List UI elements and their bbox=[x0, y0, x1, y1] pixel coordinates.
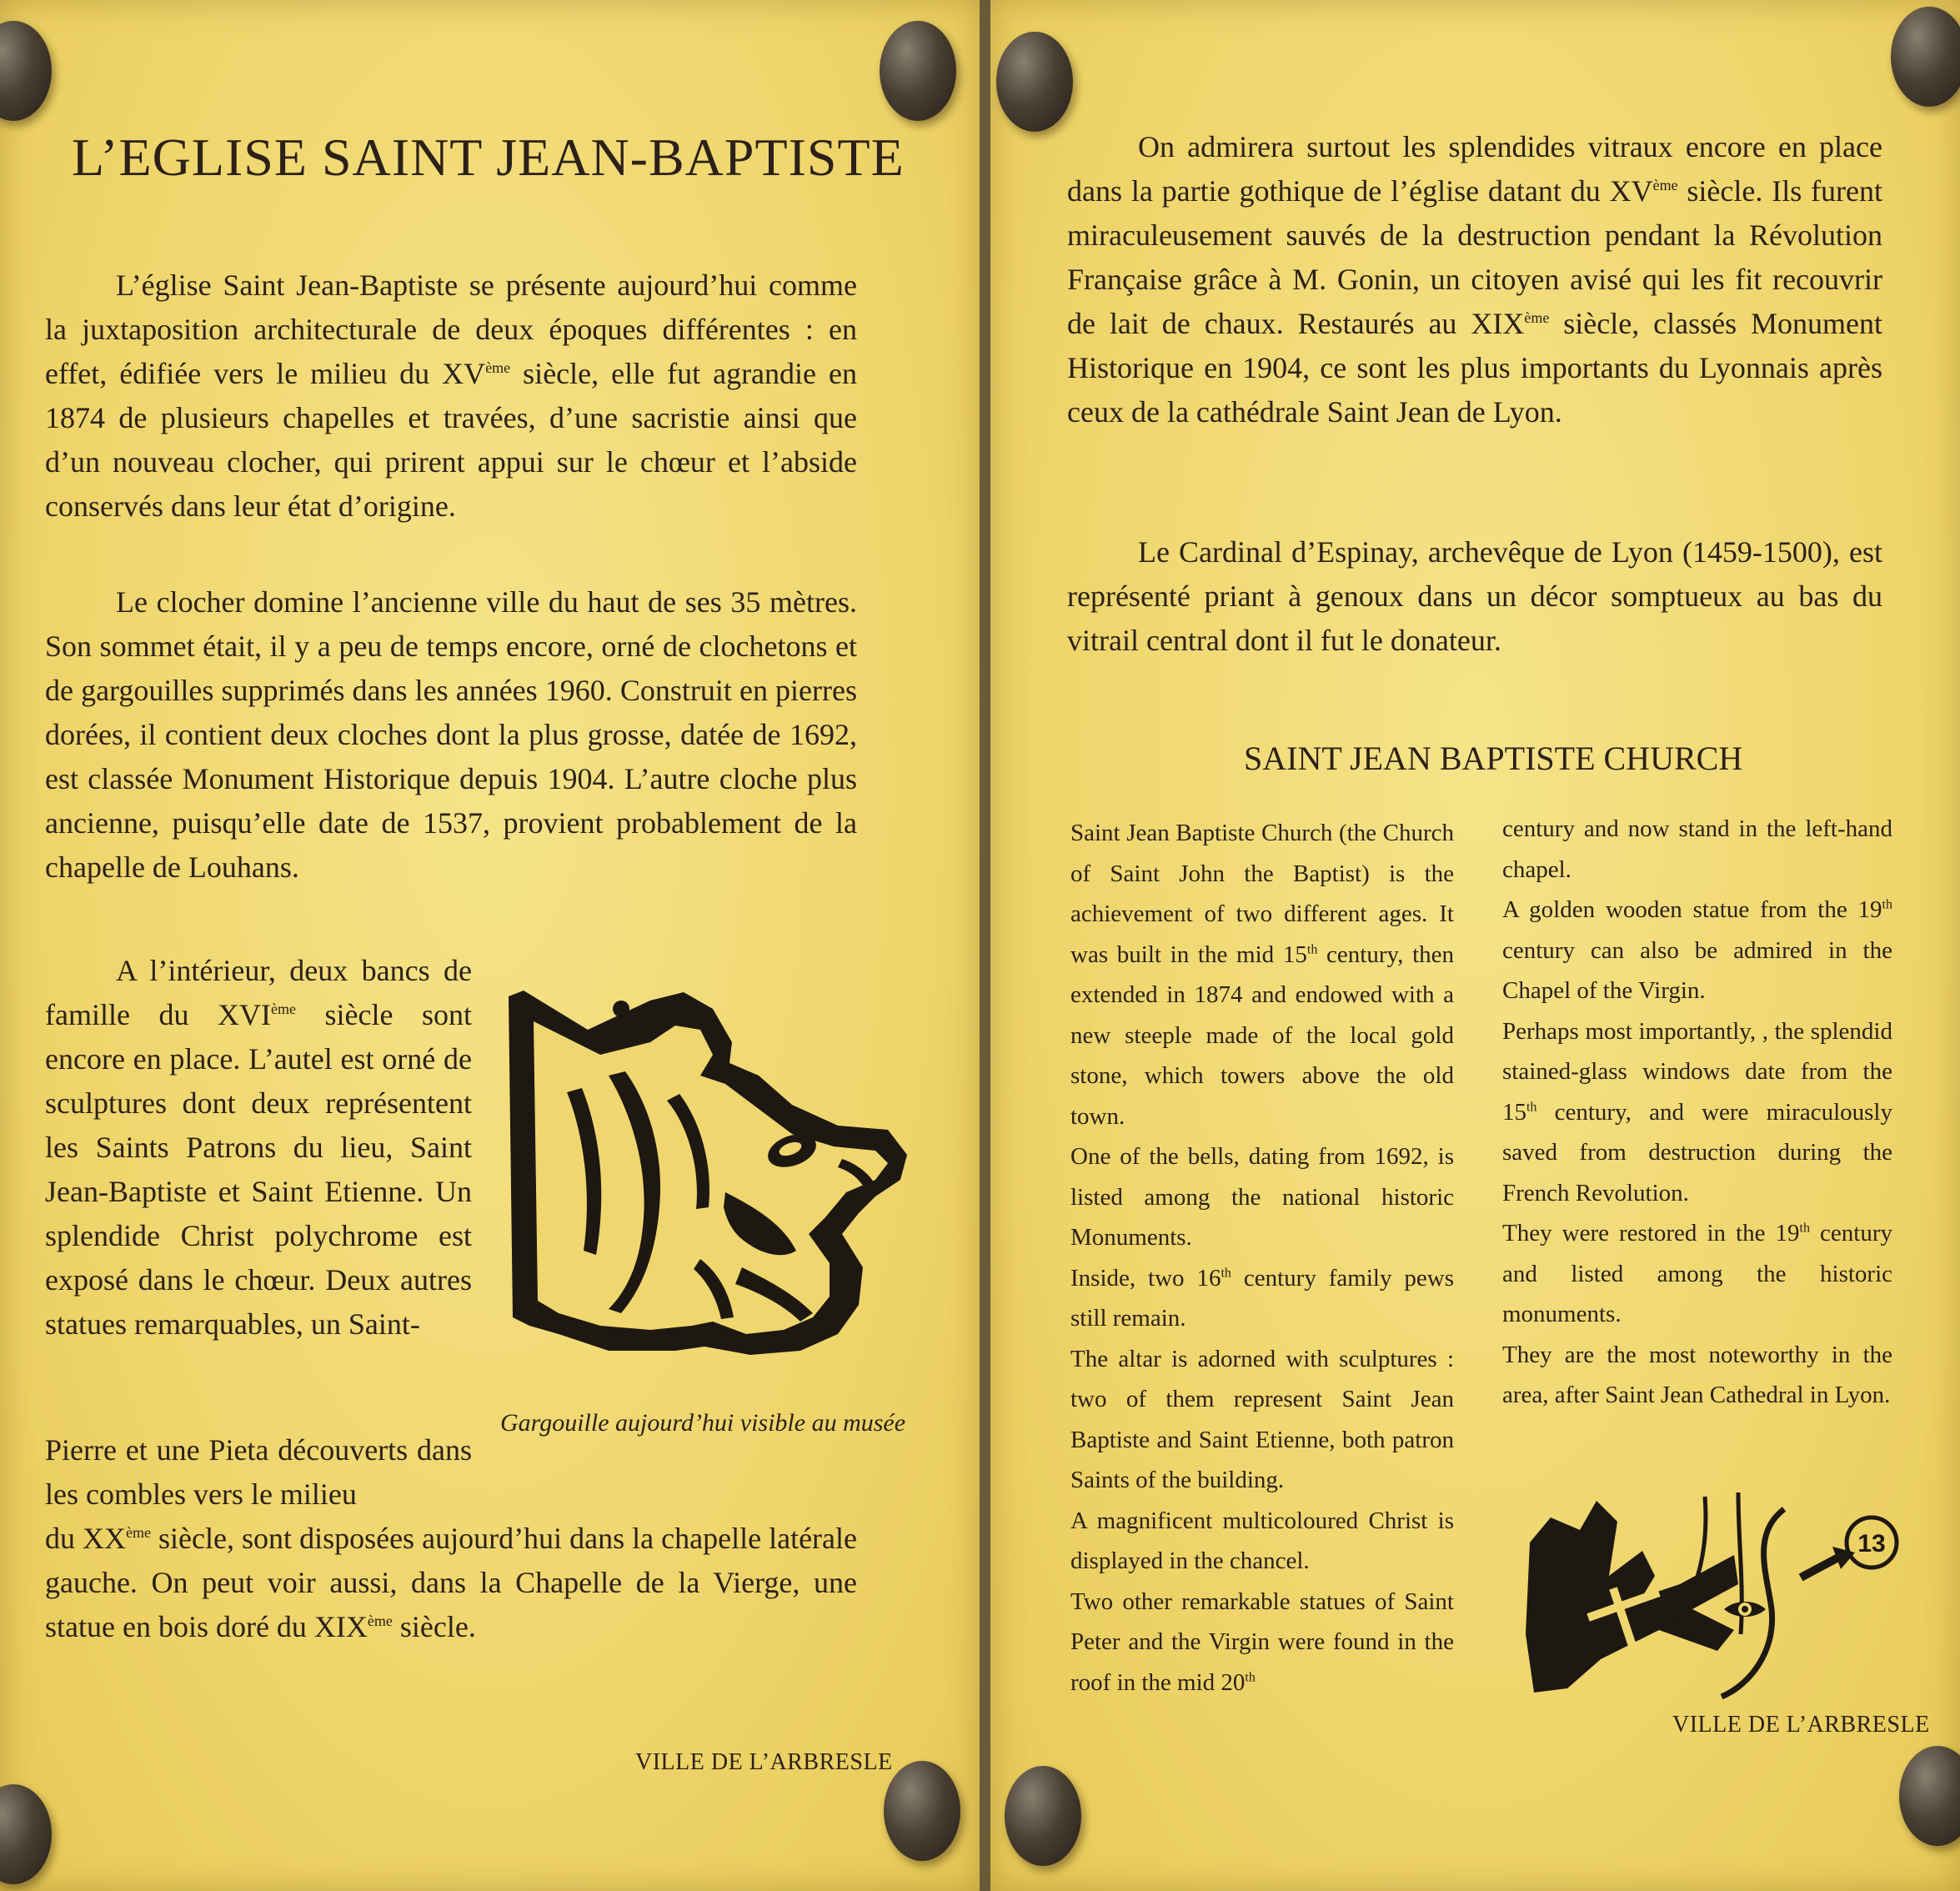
image-caption: Gargouille aujourd’hui visible au musée bbox=[500, 1409, 906, 1437]
church-eye-icon bbox=[1526, 1492, 1784, 1697]
english-text-block: They were restored in the 19th century and listed among the historic monuments. bbox=[1502, 1220, 1892, 1327]
gargoyle-illustration bbox=[509, 984, 913, 1359]
page-title: L’EGLISE SAINT JEAN-BAPTISTE bbox=[72, 128, 905, 187]
bolt-icon bbox=[880, 21, 956, 121]
signature-left: VILLE DE L’ARBRESLE bbox=[635, 1749, 893, 1775]
bolt-icon bbox=[996, 32, 1073, 132]
english-column-2 bbox=[1502, 809, 1892, 1416]
english-text-block: One of the bells, dating from 1692, is listed among the national historic Monuments. bbox=[1070, 1143, 1454, 1251]
paragraph-interior-end: du XXème siècle, sont disposées aujourd’hui dans la chapelle latérale gauche. On peut voir aussi, dans la Chapelle de la Vierge, une statue en bois doré du XIXème siècle. bbox=[45, 1522, 857, 1643]
direction-sign bbox=[1517, 1484, 1901, 1701]
direction-number: 13 bbox=[1857, 1530, 1886, 1557]
paragraph-cardinal: Le Cardinal d’Espinay, archevêque de Lyon (1459-1500), est représenté priant à genoux dans un décor somptueux au bas du vitrail central dont il fut le donateur. bbox=[1067, 535, 1882, 657]
english-text-block: century and now stand in the left-hand chapel. bbox=[1502, 815, 1892, 883]
english-text-block: Two other remarkable statues of Saint Peter and the Virgin were found in the roof in the mid 20th bbox=[1070, 1588, 1454, 1696]
english-text-block: They are the most noteworthy in the area, after Saint Jean Cathedral in Lyon. bbox=[1502, 1341, 1892, 1408]
paragraph-interior: A l’intérieur, deux bancs de famille du XVIème siècle sont encore en place. L’autel est orné de sculptures dont deux représentent les Saints Patrons du lieu, Saint Jean-Baptiste et Saint Etienne. Un splendide Christ polychrome est exposé dans le chœur. Deux autres statues remarquables, un Saint- bbox=[45, 954, 472, 1341]
english-text-block: Perhaps most importantly, , the splendid stained-glass windows date from the 15th century, and were miraculously saved from destruction during the French Revolution. bbox=[1502, 1017, 1892, 1206]
paragraph-stained-glass: On admirera surtout les splendides vitraux encore en place dans la partie gothique de l’église datant du XVème siècle. Ils furent miraculeusement sauvés de la destruction pendant la Révolution Française grâce à M. Gonin, un citoyen avisé qui les fit recouvrir de lait de chaux. Restaurés au XIXème siècle, classés Monument Historique en 1904, ce sont les plus importants du Lyonnais après ceux de la cathédrale Saint Jean de Lyon. bbox=[1067, 130, 1883, 429]
english-text-block: Inside, two 16th century family pews still remain. bbox=[1070, 1264, 1454, 1332]
english-text-block: The altar is adorned with sculptures : two of them represent Saint Jean Baptiste and Saint Etienne, both patron Saints of the building. bbox=[1070, 1345, 1454, 1493]
english-text-block: A magnificent multicoloured Christ is displayed in the chancel. bbox=[1070, 1507, 1454, 1574]
plaque-seam bbox=[980, 0, 990, 1891]
paragraph-history: L’église Saint Jean-Baptiste se présente aujourd’hui comme la juxtaposition architecturale de deux époques différentes : en effet, édifiée vers le milieu du XVème siècle, elle fut agrandie en 1874 de plusieurs chapelles et travées, d’une sacristie ainsi que d’un nouveau clocher, qui prirent appui sur le chœur et l’abside conservés dans leur état d’origine. bbox=[45, 268, 857, 523]
english-title: SAINT JEAN BAPTISTE CHURCH bbox=[1244, 740, 1743, 777]
paragraph-bell-tower: Le clocher domine l’ancienne ville du haut de ses 35 mètres. Son sommet était, il y a peu de temps encore, orné de clochetons et de gargouilles supprimés dans les années 1960. Construit en pierres dorées, il contient deux cloches dont la plus grosse, datée de 1692, est classée Monument Historique depuis 1904. L’autre cloche plus ancienne, puisqu’elle date de 1537, provient probablement de la chapelle de Louhans. bbox=[45, 585, 857, 884]
signature-right: VILLE DE L’ARBRESLE bbox=[1672, 1712, 1930, 1738]
bolt-icon bbox=[884, 1761, 960, 1861]
bolt-icon bbox=[1891, 7, 1960, 107]
bolt-icon bbox=[1005, 1766, 1081, 1866]
english-text-block: Saint Jean Baptiste Church (the Church of Saint John the Baptist) is the achievement of two different ages. It was built in the mid 15th century, then extended in 1874 and endowed with a new steeple made of the local gold stone, which towers above the old town. bbox=[1070, 820, 1454, 1130]
english-column-1 bbox=[1070, 813, 1454, 1703]
paragraph-interior-continued: Pierre et une Pieta découverts dans les combles vers le milieu bbox=[45, 1433, 472, 1511]
english-text-block: A golden wooden statue from the 19th century can also be admired in the Chapel of the Virgin. bbox=[1502, 896, 1892, 1004]
